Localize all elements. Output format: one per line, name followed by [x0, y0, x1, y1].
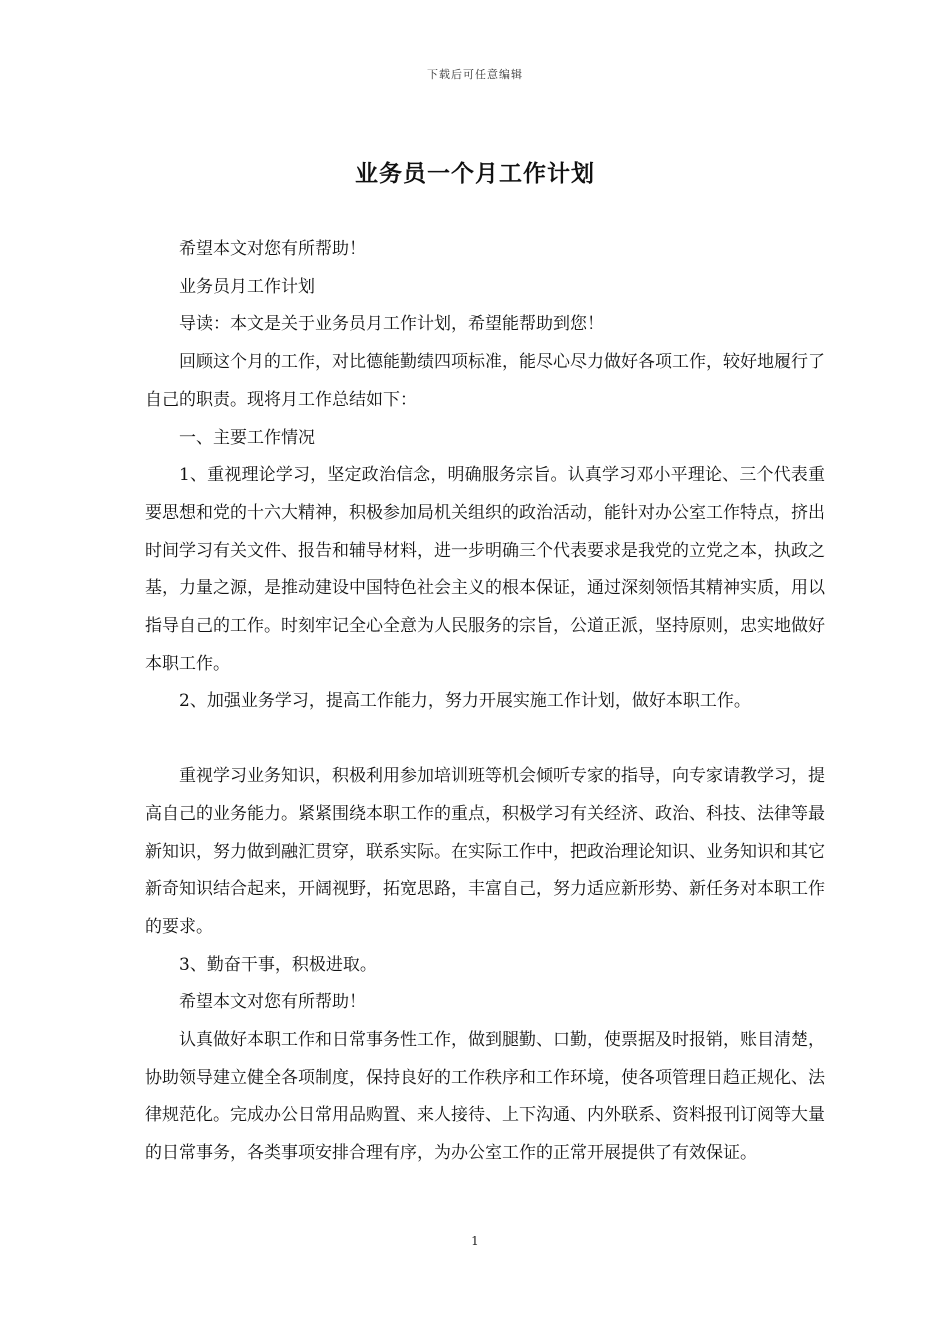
- document-body: [145, 231, 825, 1173]
- paragraph-item-1: 1、重视理论学习，坚定政治信念，明确服务宗旨。认真学习邓小平理论、三个代表重要思想和党的十六大精神，积极参加局机关组织的政治活动，能针对办公室工作特点，挤出时间学习有关文件、报告和辅导材料，进一步明确三个代表要求是我党的立党之本，执政之基，力量之源，是推动建设中国特色社会主义的根本保证，通过深刻领悟其精神实质，用以指导自己的工作。时刻牢记全心全意为人民服务的宗旨，公道正派，坚持原则，忠实地做好本职工作。: [145, 465, 825, 674]
- paragraph-study: 重视学习业务知识，积极利用参加培训班等机会倾听专家的指导，向专家请教学习，提高自己的业务能力。紧紧围绕本职工作的重点，积极学习有关经济、政治、科技、法律等最新知识，努力做到融汇贯穿，联系实际。在实际工作中，把政治理论知识、业务知识和其它新奇知识结合起来，开阔视野，拓宽思路，丰富自己，努力适应新形势、新任务对本职工作的要求。: [145, 766, 825, 937]
- paragraph-review: 回顾这个月的工作，对比德能勤绩四项标准，能尽心尽力做好各项工作，较好地履行了自己的职责。现将月工作总结如下：: [145, 352, 825, 410]
- paragraph-greeting: 希望本文对您有所帮助！: [179, 239, 366, 259]
- paragraph-item-2: 2、加强业务学习，提高工作能力，努力开展实施工作计划，做好本职工作。: [179, 691, 751, 712]
- paragraph-subtitle: 业务员月工作计划: [179, 276, 315, 297]
- section-heading-main-work: 一、主要工作情况: [179, 427, 315, 448]
- document-title: 业务员一个月工作计划: [355, 160, 595, 187]
- page-number: 1: [471, 1234, 479, 1248]
- paragraph-intro: 导读：本文是关于业务员月工作计划，希望能帮助到您！: [179, 314, 604, 335]
- header-note: 下载后可任意编辑: [427, 68, 523, 81]
- paragraph-item-3: 3、勤奋干事，积极进取。: [179, 954, 377, 975]
- paragraph-greeting-repeat: 希望本文对您有所帮助！: [179, 992, 366, 1013]
- paragraph-gap: [145, 721, 825, 758]
- paragraph-duties: 认真做好本职工作和日常事务性工作，做到腿勤、口勤，使票据及时报销，账目清楚，协助领导建立健全各项制度，保持良好的工作秩序和工作环境，使各项管理日趋正规化、法律规范化。完成办公日常用品购置、来人接待、上下沟通、内外联系、资料报刊订阅等大量的日常事务，各类事项安排合理有序，为办公室工作的正常开展提供了有效保证。: [145, 1030, 825, 1164]
